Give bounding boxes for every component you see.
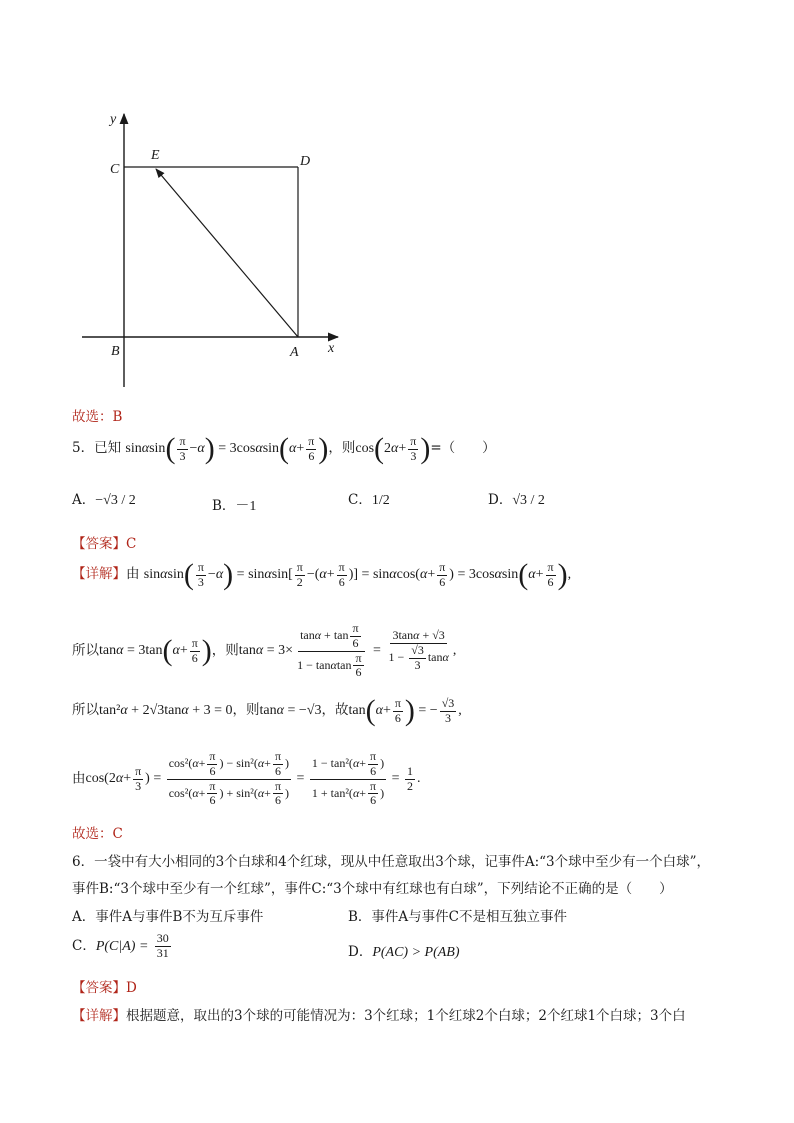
vector-ae bbox=[156, 169, 298, 337]
q5-detail-3-mid: ，则 bbox=[232, 702, 260, 719]
q6-option-c bbox=[72, 932, 173, 961]
q5-option-d-value: √3 / 2 bbox=[512, 493, 545, 508]
q5-option-b bbox=[212, 494, 256, 515]
label-d: D bbox=[300, 154, 311, 169]
q5-given-expr: sinαsin( $\frac{\pi}{3}$ −α) = 3cosαsin(α+ $\frac{\pi}{6}$ ) bbox=[125, 432, 329, 465]
q6-answer-value: D bbox=[126, 980, 137, 996]
q5-option-b-label: B． bbox=[212, 498, 236, 514]
q5-num: 5．已知 bbox=[72, 440, 122, 457]
q6-option-d-label: D． bbox=[348, 944, 373, 960]
q5-detail-line-4 bbox=[72, 750, 421, 808]
q5-answer bbox=[72, 532, 136, 552]
label-y: y bbox=[110, 112, 117, 127]
coordinate-figure bbox=[70, 100, 360, 400]
q5-option-a-value: −√3 / 2 bbox=[95, 493, 136, 508]
q5-answer-value: C bbox=[126, 536, 137, 552]
q6-answer-tag: 【答案】 bbox=[72, 980, 126, 996]
q5-stem-tail: ，则 bbox=[328, 440, 356, 457]
prev-answer: 故选：B bbox=[72, 409, 123, 425]
label-x: x bbox=[328, 341, 335, 356]
q5-detail-line-2 bbox=[72, 622, 456, 680]
q5-detail-3-expr-a: tan²α + 2√3tanα + 3 = 0 bbox=[99, 703, 233, 719]
q5-stem bbox=[72, 434, 496, 464]
q6-option-d-expr: P(AC) > P(AB) bbox=[372, 945, 460, 960]
q6-option-c-num: 30 bbox=[156, 931, 169, 945]
q5-detail-1-prefix: 由 bbox=[126, 566, 140, 583]
q5-detail-line-1 bbox=[72, 560, 571, 590]
q5-detail-3-expr-b: tanα = −√3 bbox=[259, 703, 322, 719]
q5-detail-2-mid: ，则 bbox=[211, 642, 239, 659]
q5-detail-2-expr-a: tanα = 3tan(α+ $\frac{\pi}{6}$ ) bbox=[99, 634, 212, 668]
label-a: A bbox=[290, 345, 299, 360]
q5-detail-line-3 bbox=[72, 696, 462, 726]
q6-option-a: A．事件A与事件B不为互斥事件 bbox=[72, 909, 264, 925]
q5-detail-3-expr-c: tan(α+ $\frac{\pi}{6}$ ) = − $\frac{√3}{3}$ , bbox=[348, 694, 462, 727]
q6-option-b: B．事件A与事件C不是相互独立事件 bbox=[348, 909, 567, 925]
q5-detail-3-prefix: 所以 bbox=[72, 702, 99, 719]
q5-target-expr: cos(2α+ $\frac{\pi}{3}$ ) bbox=[355, 432, 431, 465]
q6-option-c-den: 31 bbox=[156, 945, 169, 960]
label-e: E bbox=[151, 148, 160, 163]
q6-detail-tag: 【详解】 bbox=[72, 1008, 126, 1024]
q5-detail-1-expr: sinαsin( $\frac{\pi}{3}$ −α) = sinαsin[ $\frac{\pi}{2}$ −(α+ $\frac{\pi}{6}$ )] = sinαcos(α+ $\frac{\pi}{6}$ ) = 3cosαsin(α+ $\frac{\pi}{6}$ ), bbox=[143, 558, 572, 591]
q6-option-d bbox=[348, 940, 460, 961]
q6-answer bbox=[72, 976, 137, 996]
q6-line-2: 事件B:“3个球中至少有一个红球”，事件C:“3个球中有红球也有白球”，下列结论不正确的是（ ） bbox=[72, 881, 673, 897]
q5-option-a bbox=[72, 488, 136, 509]
q6-detail-text: 根据题意，取出的3个球的可能情况为：3个红球；1个红球2个白球；2个红球1个白球；3个白 bbox=[126, 1008, 686, 1024]
q5-option-d-label: D． bbox=[488, 492, 513, 508]
q5-detail-tag: 【详解】 bbox=[72, 566, 126, 583]
q5-option-c-value: 1/2 bbox=[371, 493, 390, 508]
q5-option-c bbox=[348, 488, 390, 509]
label-b: B bbox=[111, 344, 120, 359]
q5-final: 故选：C bbox=[72, 826, 123, 842]
q5-option-d bbox=[488, 488, 545, 509]
label-c: C bbox=[110, 162, 120, 177]
q5-detail-3-mid2: ，故 bbox=[321, 702, 349, 719]
q6-option-c-label: C． bbox=[72, 937, 96, 954]
q5-option-b-value: －1 bbox=[235, 499, 257, 514]
q5-option-a-label: A． bbox=[72, 492, 96, 508]
q5-detail-2-prefix: 所以 bbox=[72, 642, 99, 659]
q6-line-1: 6．一袋中有大小相同的3个白球和4个红球，现从中任意取出3个球，记事件A:“3个球中至少有一个白球”， bbox=[72, 854, 711, 870]
q5-detail-2-expr-b: tanα = 3× tanα + tan $\frac{\pi}{6}$ 1 − tanαtan $\frac{\pi}{6}$ = 3tanα + √3 1 − $\frac{√3}{3}$ tanα , bbox=[238, 621, 457, 680]
q6-option-c-expr: P(C|A) = bbox=[95, 938, 149, 954]
q5-answer-tag: 【答案】 bbox=[72, 536, 126, 552]
q5-detail-4-expr: cos(2α+ $\frac{\pi}{3}$ ) = cos²(α+ $\frac{\pi}{6}$ ) − sin²(α+ $\frac{\pi}{6}$ ) cos²(α+ $\frac{\pi}{6}$ ) + sin²(α+ $\frac{\pi}{6}$ ) = 1 − tan²(α+ $\frac{\pi}{6}$ ) 1 + tan²(α+ $\frac{\pi}{6}$ ) = $\frac{1}{2}$ . bbox=[85, 749, 421, 808]
q5-stem-end: =（ ） bbox=[430, 440, 496, 457]
q5-option-c-label: C． bbox=[348, 492, 372, 508]
q5-detail-4-prefix: 由 bbox=[72, 770, 86, 787]
q6-detail bbox=[72, 1004, 686, 1024]
